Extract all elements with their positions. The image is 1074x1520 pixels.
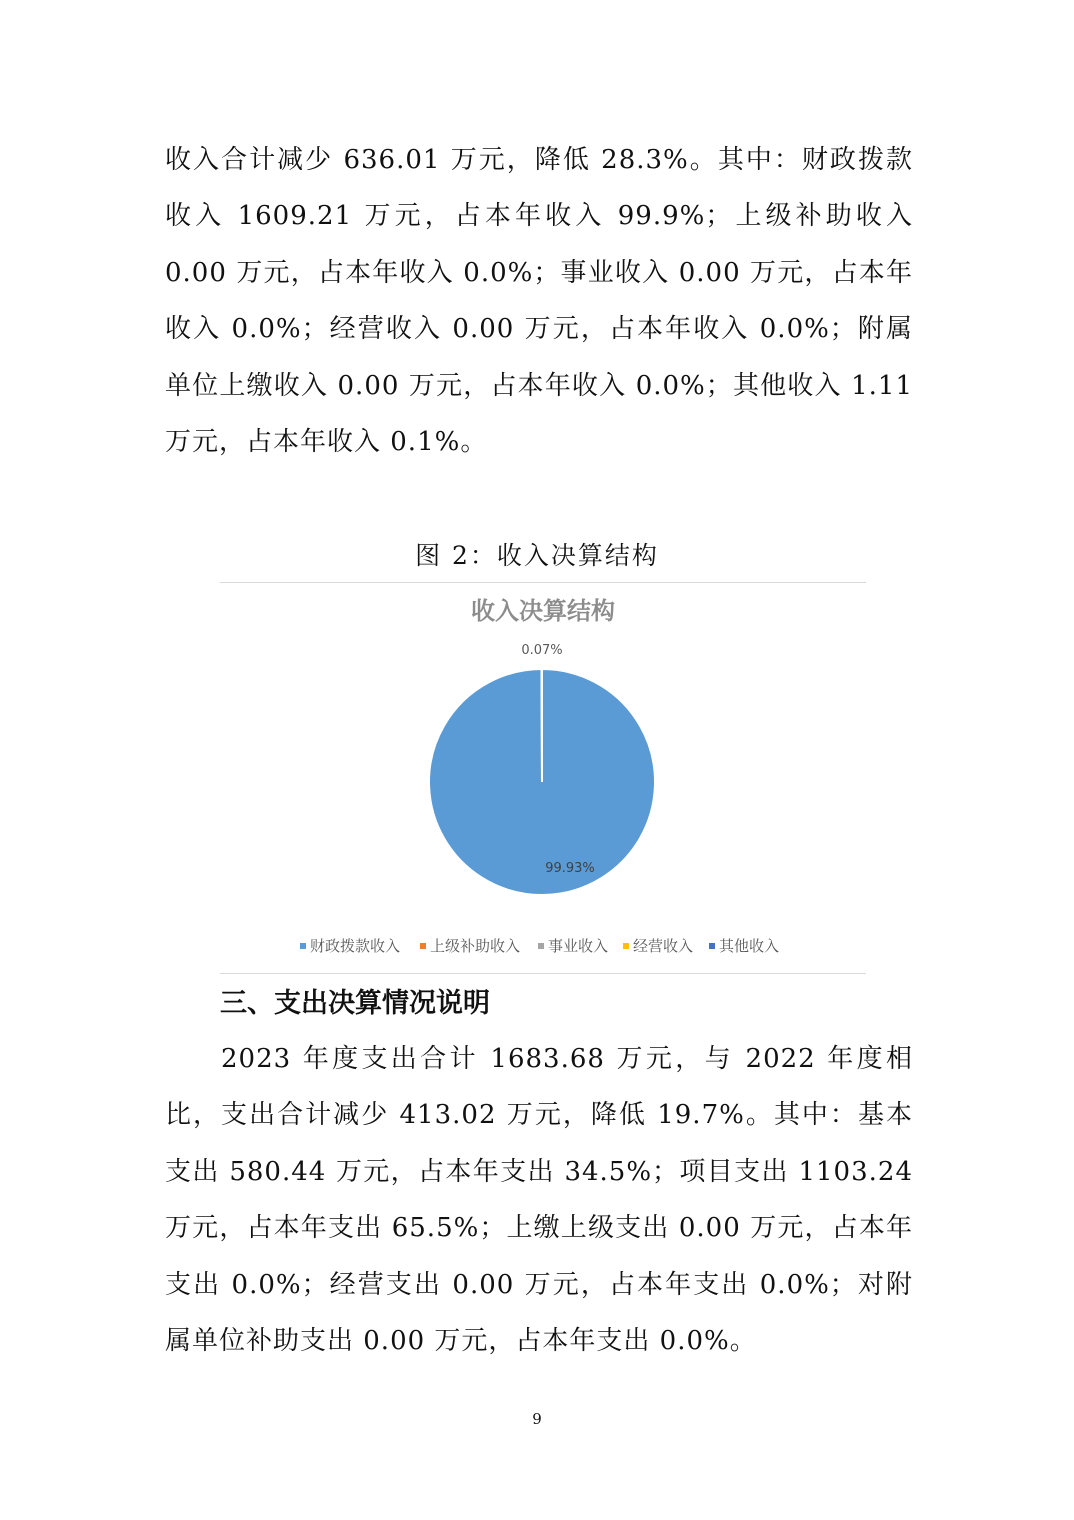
chart-legend (300, 937, 779, 955)
legend-label-1: 财政拨款收入 (310, 937, 401, 955)
legend-label-4: 经营收入 (633, 937, 694, 955)
page-number: 9 (532, 1410, 542, 1428)
expense-paragraph: 2023 年度支出合计 1683.68 万元，与 2022 年度相比，支出合计减少 413.02 万元，降低 19.7%。其中：基本支出 580.44 万元，占本年支出 34.5%；项目支出 1103.24 万元，占本年支出 65.5%；上缴上级支出 0.00 万元，占本年支出 0.0%；经营支出 0.00 万元，占本年支出 0.0%；对附属单位补助支出 0.00 万元，占本年支出 0.0%。 (165, 1044, 913, 1357)
legend-marker-5 (709, 943, 715, 949)
legend-marker-3 (538, 943, 544, 949)
chart-title: 收入决算结构 (471, 597, 615, 625)
income-paragraph: 收入合计减少 636.01 万元，降低 28.3%。其中：财政拨款收入 1609.21 万元，占本年收入 99.9%；上级补助收入 0.00 万元，占本年收入 0.0%；事业收入 0.00 万元，占本年收入 0.0%；经营收入 0.00 万元，占本年收入 0.0%；附属单位上缴收入 0.00 万元，占本年收入 0.0%；其他收入 1.11 万元，占本年收入 0.1%。 (165, 145, 913, 458)
figure-caption: 图 2：收入决算结构 (415, 541, 659, 570)
legend-label-3: 事业收入 (548, 937, 609, 955)
data-label-other: 0.07% (521, 643, 563, 658)
legend-label-5: 其他收入 (719, 937, 780, 955)
legend-marker-4 (623, 943, 629, 949)
section-heading: 三、支出决算情况说明 (220, 988, 490, 1019)
pie-slices (429, 669, 655, 895)
pie-chart-svg (220, 583, 866, 973)
income-structure-chart (220, 582, 866, 974)
legend-marker-2 (420, 943, 426, 949)
data-label-fiscal: 99.93% (545, 861, 595, 876)
legend-marker-1 (300, 943, 306, 949)
legend-label-2: 上级补助收入 (430, 937, 521, 955)
